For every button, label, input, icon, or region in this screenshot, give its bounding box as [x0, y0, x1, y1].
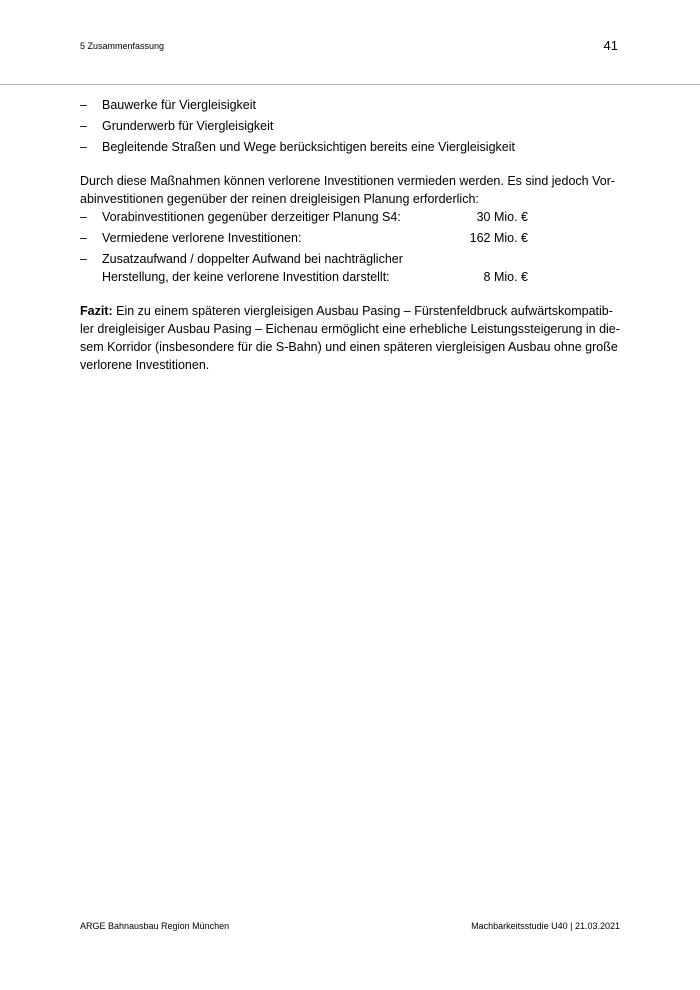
header-divider: [0, 84, 700, 85]
cost-value: 30 Mio. €: [476, 210, 528, 224]
footer-document-info: Machbarkeitsstudie U40 | 21.03.2021: [471, 921, 620, 931]
investment-paragraph: Durch diese Maßnahmen können verlorene Investitionen vermieden werden. Es sind jedoch Vor-abinvestitionen gegenüber der reinen dreigleisigen Planung erforderlich:: [80, 174, 616, 206]
running-header-section: 5 Zusammenfassung: [80, 41, 165, 51]
list-item-text: Begleitende Straßen und Wege berücksichtigen bereits eine Viergleisigkeit: [102, 140, 515, 154]
page-content: [80, 96, 620, 374]
list-item: [80, 117, 620, 135]
cost-label: Vorabinvestitionen gegenüber derzeitiger Planung S4:: [102, 210, 401, 224]
list-item-text: Grunderwerb für Viergleisigkeit: [102, 119, 274, 133]
cost-value: 162 Mio. €: [469, 231, 528, 245]
dash-marker: –: [80, 210, 87, 224]
measures-list: [80, 96, 620, 156]
cost-label: Vermiedene verlorene Investitionen:: [102, 231, 302, 245]
page-number: 41: [603, 38, 618, 53]
cost-item: [80, 250, 620, 286]
conclusion-text: Ein zu einem späteren viergleisigen Ausbau Pasing – Fürstenfeldbruck aufwärtskompatib-ler dreigleisiger Ausbau Pasing – Eichenau ermöglicht eine erhebliche Leistungssteigerung in die-sem Korridor (insbesondere für die S-Bahn) und einen späteren viergleisigen Ausbau ohne große verlorene Investitionen.: [80, 304, 620, 372]
dash-marker: –: [80, 252, 87, 266]
dash-marker: –: [80, 231, 87, 245]
cost-list: [80, 208, 620, 286]
list-item: [80, 96, 620, 114]
cost-value: 8 Mio. €: [483, 270, 528, 284]
dash-marker: –: [80, 98, 87, 112]
list-item: [80, 138, 620, 156]
cost-label: Zusatzaufwand / doppelter Aufwand bei nachträglicher Herstellung, der keine verlorene Investition darstellt:: [102, 252, 403, 284]
dash-marker: –: [80, 140, 87, 154]
conclusion-paragraph: [80, 302, 620, 374]
list-item-text: Bauwerke für Viergleisigkeit: [102, 98, 257, 112]
cost-item: [80, 208, 620, 226]
conclusion-label: Fazit:: [80, 304, 113, 318]
dash-marker: –: [80, 119, 87, 133]
cost-item: [80, 229, 620, 247]
footer-organization: ARGE Bahnausbau Region München: [80, 921, 230, 931]
